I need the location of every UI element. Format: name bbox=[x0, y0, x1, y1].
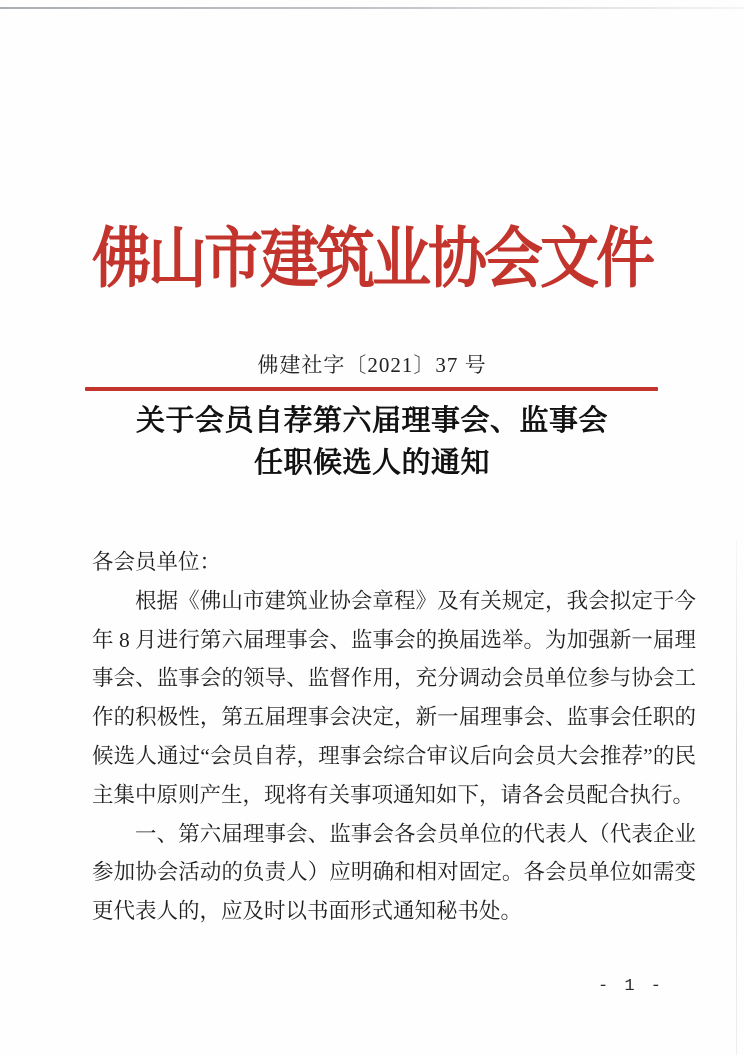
subject-title-line2: 任职候选人的通知 bbox=[253, 447, 490, 479]
letterhead-title: 佛山市建筑业协会文件 bbox=[91, 221, 652, 296]
scan-right-edge-artifact bbox=[736, 540, 737, 1055]
document-number: 佛建社字〔2021〕37 号 bbox=[257, 353, 487, 377]
red-divider-rule bbox=[85, 387, 658, 391]
body-paragraph: 根据《佛山市建筑业协会章程》及有关规定，我会拟定于今年 8 月进行第六届理事会、监事会的换届选举。为加强新一届理事会、监事会的领导、监督作用，充分调动会员单位参与协会工作的积极性，第五届理事会决定，新一届理事会、监事会任职的候选人通过“会员自荐，理事会综合审议后向会员大会推荐”的民主集中原则产生，现将有关事项通知如下，请各会员配合执行。 bbox=[92, 588, 696, 807]
page-number: - 1 - bbox=[598, 977, 665, 996]
subject-title bbox=[0, 400, 744, 484]
salutation: 各会员单位： bbox=[92, 550, 222, 574]
subject-title-line1: 关于会员自荐第六届理事会、监事会 bbox=[135, 405, 608, 437]
body-paragraph: 一、第六届理事会、监事会各会员单位的代表人（代表企业参加协会活动的负责人）应明确和相对固定。各会员单位如需变更代表人的，应及时以书面形式通知秘书处。 bbox=[92, 821, 696, 924]
document-body bbox=[92, 543, 696, 931]
scan-top-edge-artifact bbox=[0, 7, 744, 9]
